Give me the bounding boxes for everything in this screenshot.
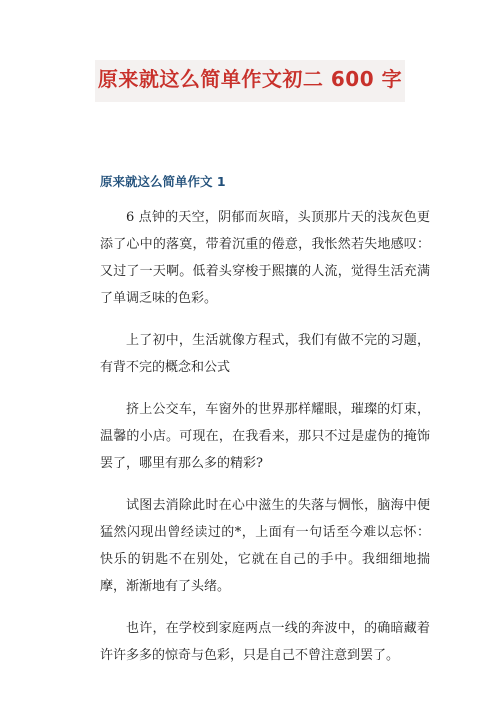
- section-heading: 原来就这么简单作文 1: [100, 174, 226, 189]
- paragraph-5: 也许，在学校到家庭两点一线的奔波中，的确暗藏着许许多多的惊奇与色彩，只是自己不曾注意到罢了。: [100, 621, 430, 663]
- paragraph-4: 试图去消除此时在心中滋生的失落与惆怅，脑海中便猛然闪现出曾经读过的*，上面有一句话至今难以忘怀：快乐的钥匙不在别处，它就在自己的手中。我细细地揣摩，渐渐地有了头绪。: [100, 498, 430, 594]
- paragraph-2: 上了初中，生活就像方程式，我们有做不完的习题，有背不完的概念和公式: [100, 333, 430, 375]
- paragraph-3: 挤上公交车，车窗外的世界那样耀眼，璀璨的灯束，温馨的小店。可现在，在我看来，那只不过是虚伪的掩饰罢了，哪里有那么多的精彩?: [100, 402, 430, 471]
- document-title: 原来就这么简单作文初二 600 字: [97, 67, 403, 91]
- article-body: [100, 204, 430, 684]
- paragraph-1: 6 点钟的天空，阴郁而灰暗，头顶那片天的浅灰色更添了心中的落寞，带着沉重的倦意，我怅然若失地感叹：又过了一天啊。低着头穿梭于熙攘的人流，觉得生活充满了单调乏味的色彩。: [100, 210, 430, 306]
